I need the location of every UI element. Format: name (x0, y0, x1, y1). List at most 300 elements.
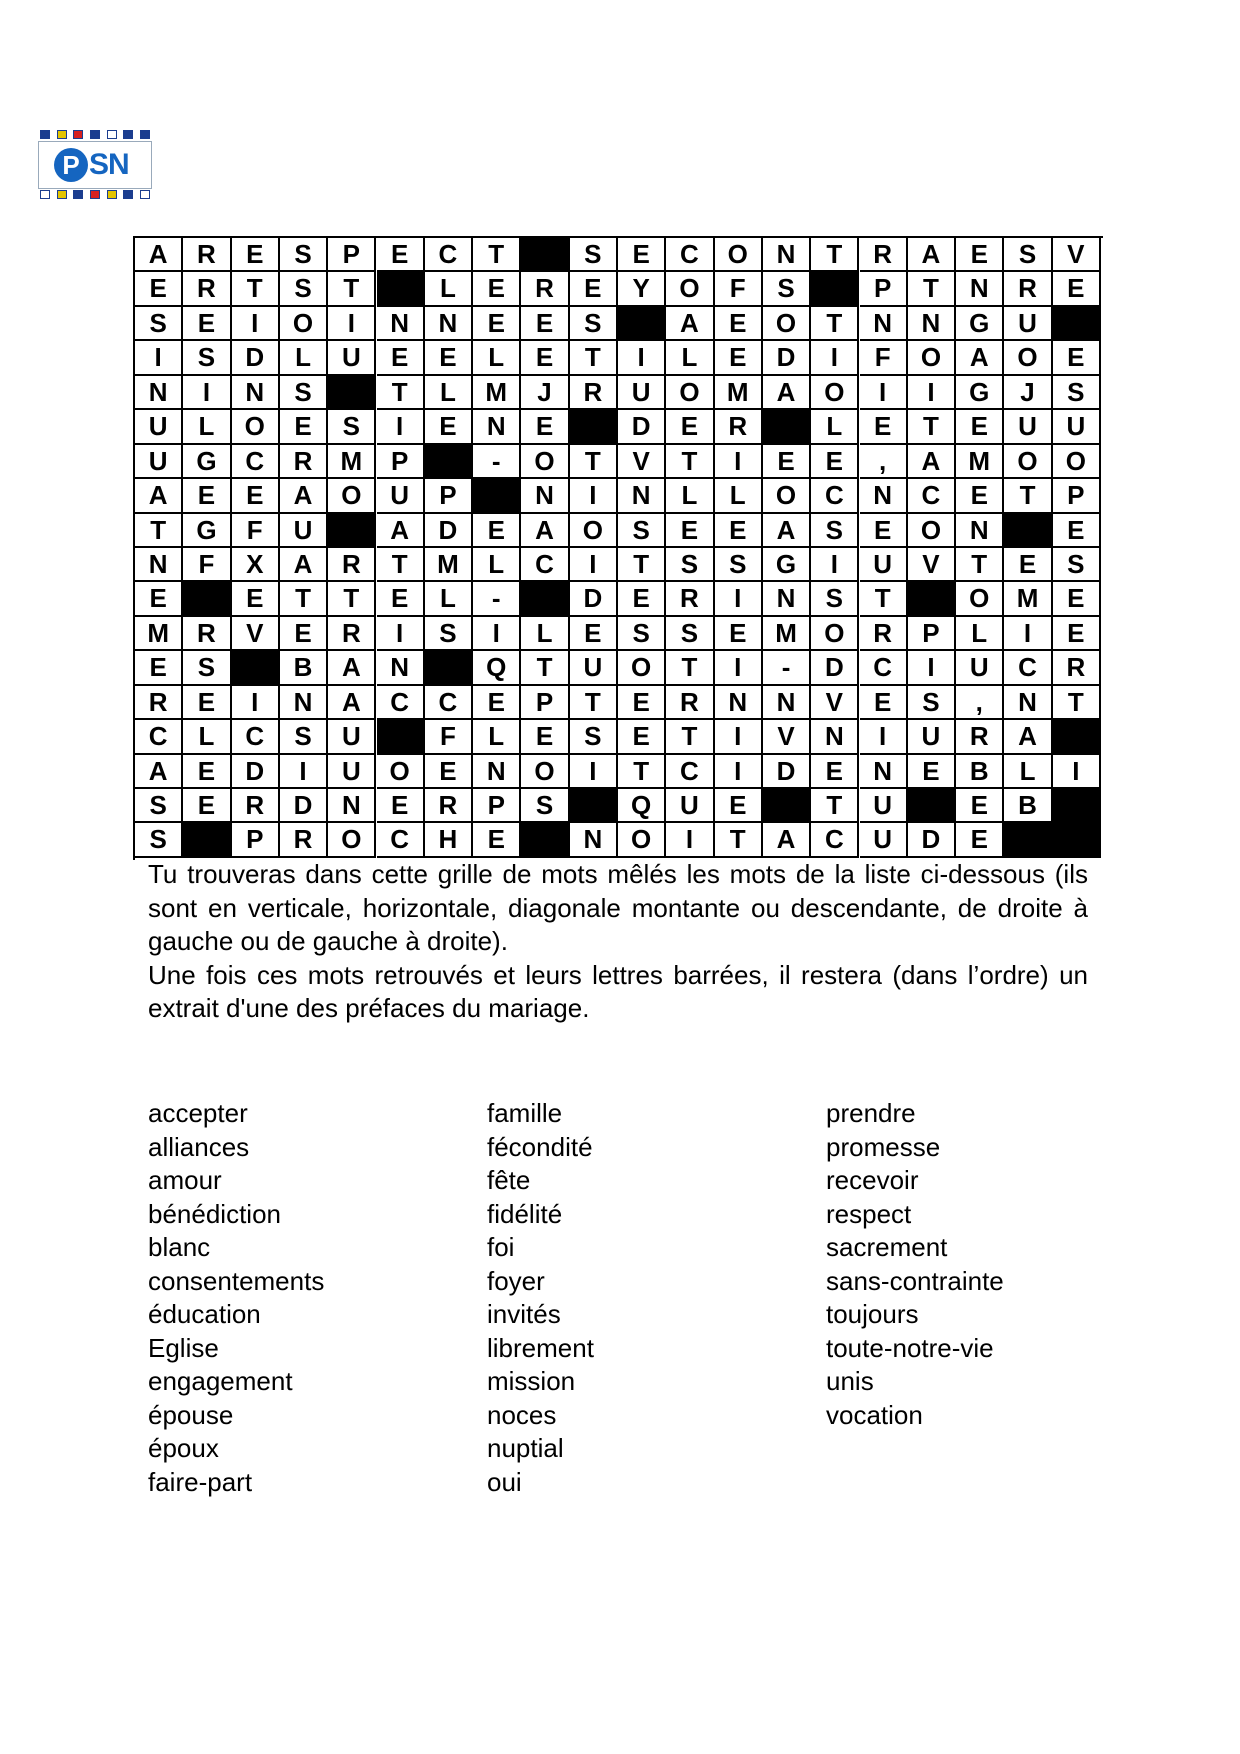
grid-letter: C (666, 755, 714, 789)
grid-letter: R (280, 445, 328, 479)
grid-block (232, 651, 280, 685)
logo-sn-text: SN (89, 148, 129, 181)
word-list-item: respect (826, 1198, 912, 1229)
grid-letter: B (280, 651, 328, 685)
grid-block (377, 272, 425, 306)
grid-letter: U (377, 479, 425, 513)
grid-letter: E (618, 238, 666, 272)
grid-letter: - (763, 651, 811, 685)
grid-letter: S (183, 341, 231, 375)
signal-flags-bottom (40, 190, 150, 200)
grid-block (618, 307, 666, 341)
grid-letter: E (956, 479, 1004, 513)
grid-letter: T (618, 548, 666, 582)
grid-letter: T (666, 445, 714, 479)
grid-block (1053, 307, 1101, 341)
grid-letter: N (473, 410, 521, 444)
grid-letter: O (908, 341, 956, 375)
grid-letter: S (135, 823, 183, 857)
grid-letter: R (521, 272, 569, 306)
grid-letter: N (860, 755, 908, 789)
grid-letter: L (425, 376, 473, 410)
grid-letter: L (183, 720, 231, 754)
word-list-column-3 (826, 1097, 1004, 1432)
grid-letter: E (1053, 272, 1101, 306)
grid-letter: S (570, 238, 618, 272)
grid-letter: T (377, 376, 425, 410)
grid-letter: E (570, 272, 618, 306)
grid-letter: E (521, 307, 569, 341)
grid-block (473, 479, 521, 513)
grid-letter: S (570, 720, 618, 754)
grid-letter: N (521, 479, 569, 513)
grid-letter: S (183, 651, 231, 685)
grid-letter: A (763, 376, 811, 410)
grid-letter: C (1004, 651, 1052, 685)
grid-letter: R (425, 789, 473, 823)
grid-letter: U (1053, 410, 1101, 444)
grid-letter: E (473, 272, 521, 306)
signal-flag-icon (40, 190, 50, 199)
word-list-item: unis (826, 1366, 874, 1396)
grid-letter: N (232, 376, 280, 410)
grid-letter: I (715, 582, 763, 616)
grid-letter: N (328, 789, 376, 823)
grid-letter: S (1004, 238, 1052, 272)
grid-letter: I (232, 686, 280, 720)
word-list-item: librement (487, 1332, 594, 1363)
grid-letter: P (860, 272, 908, 306)
grid-letter: P (1053, 479, 1101, 513)
word-list-item: bénédiction (148, 1198, 281, 1229)
grid-letter: E (956, 410, 1004, 444)
grid-letter: R (183, 617, 231, 651)
grid-letter: U (666, 789, 714, 823)
grid-block (521, 238, 569, 272)
grid-letter: I (570, 548, 618, 582)
grid-block (425, 651, 473, 685)
grid-letter: M (425, 548, 473, 582)
grid-letter: E (377, 341, 425, 375)
grid-letter: U (860, 789, 908, 823)
grid-letter: O (956, 582, 1004, 616)
grid-letter: U (328, 341, 376, 375)
grid-letter: L (666, 479, 714, 513)
grid-letter: , (956, 686, 1004, 720)
grid-letter: S (666, 548, 714, 582)
grid-letter: R (860, 238, 908, 272)
grid-letter: M (763, 617, 811, 651)
word-list-item: toute-notre-vie (826, 1332, 994, 1363)
grid-letter: A (521, 514, 569, 548)
grid-block (183, 823, 231, 857)
grid-letter: E (280, 410, 328, 444)
grid-letter: M (715, 376, 763, 410)
instructions (148, 858, 1088, 1026)
grid-letter: A (328, 686, 376, 720)
psn-logo (38, 130, 152, 200)
grid-letter: I (377, 410, 425, 444)
grid-letter: T (521, 651, 569, 685)
grid-letter: L (521, 617, 569, 651)
word-list-item: foyer (487, 1265, 545, 1296)
grid-letter: I (377, 617, 425, 651)
grid-block (1053, 789, 1101, 823)
grid-block (1053, 823, 1101, 857)
grid-letter: M (956, 445, 1004, 479)
grid-block (328, 376, 376, 410)
grid-letter: S (666, 617, 714, 651)
grid-letter: N (1004, 686, 1052, 720)
grid-letter: C (232, 445, 280, 479)
grid-letter: U (328, 755, 376, 789)
grid-letter: I (908, 376, 956, 410)
grid-letter: T (666, 720, 714, 754)
grid-letter: T (715, 823, 763, 857)
grid-letter: E (183, 686, 231, 720)
word-list-item: fête (487, 1165, 531, 1195)
word-list-column-1 (148, 1097, 324, 1499)
grid-letter: N (473, 755, 521, 789)
signal-flag-icon (123, 130, 133, 139)
grid-letter: E (715, 789, 763, 823)
grid-letter: O (377, 755, 425, 789)
grid-letter: O (715, 238, 763, 272)
grid-letter: D (763, 341, 811, 375)
grid-letter: E (425, 410, 473, 444)
grid-letter: I (570, 479, 618, 513)
grid-letter: E (135, 582, 183, 616)
grid-letter: V (908, 548, 956, 582)
grid-letter: I (715, 720, 763, 754)
grid-letter: O (570, 514, 618, 548)
grid-letter: R (1004, 272, 1052, 306)
grid-letter: O (666, 272, 714, 306)
grid-letter: I (1053, 755, 1101, 789)
grid-letter: V (763, 720, 811, 754)
grid-letter: G (763, 548, 811, 582)
grid-letter: M (473, 376, 521, 410)
grid-letter: C (521, 548, 569, 582)
grid-letter: O (908, 514, 956, 548)
grid-letter: P (232, 823, 280, 857)
word-list-item: foi (487, 1232, 515, 1262)
grid-letter: R (232, 789, 280, 823)
grid-letter: F (425, 720, 473, 754)
grid-letter: U (280, 514, 328, 548)
grid-letter: C (232, 720, 280, 754)
grid-letter: C (425, 238, 473, 272)
grid-letter: I (715, 651, 763, 685)
signal-flag-icon (140, 130, 150, 139)
grid-letter: N (763, 582, 811, 616)
grid-letter: E (1004, 548, 1052, 582)
grid-letter: L (956, 617, 1004, 651)
grid-letter: E (521, 341, 569, 375)
grid-letter: D (232, 341, 280, 375)
grid-letter: E (232, 582, 280, 616)
word-list-item: blanc (148, 1232, 211, 1262)
grid-letter: T (811, 238, 859, 272)
word-list-item: recevoir (826, 1165, 919, 1195)
word-list-item: promesse (826, 1131, 941, 1162)
grid-letter: E (473, 686, 521, 720)
grid-letter: O (1053, 445, 1101, 479)
grid-letter: M (328, 445, 376, 479)
grid-letter: N (377, 651, 425, 685)
grid-letter: L (715, 479, 763, 513)
word-list-item: sacrement (826, 1232, 948, 1262)
grid-letter: E (666, 410, 714, 444)
grid-block (1053, 720, 1101, 754)
word-list-item: mission (487, 1366, 576, 1396)
grid-letter: E (860, 410, 908, 444)
grid-letter: N (860, 307, 908, 341)
grid-letter: O (763, 307, 811, 341)
grid-letter: O (618, 823, 666, 857)
grid-block (328, 514, 376, 548)
grid-letter: E (618, 686, 666, 720)
grid-letter: G (183, 445, 231, 479)
grid-block (1004, 823, 1052, 857)
grid-letter: S (908, 686, 956, 720)
grid-letter: S (135, 789, 183, 823)
grid-letter: S (280, 376, 328, 410)
grid-letter: T (570, 686, 618, 720)
grid-letter: R (328, 617, 376, 651)
grid-letter: I (715, 755, 763, 789)
word-list-item: nuptial (487, 1433, 564, 1463)
grid-letter: U (135, 445, 183, 479)
grid-letter: A (328, 651, 376, 685)
grid-letter: I (232, 307, 280, 341)
grid-letter: E (715, 341, 763, 375)
grid-letter: A (908, 445, 956, 479)
grid-letter: I (135, 341, 183, 375)
grid-letter: A (280, 548, 328, 582)
word-list-item: vocation (826, 1399, 923, 1430)
grid-letter: C (377, 686, 425, 720)
grid-letter: E (473, 823, 521, 857)
grid-letter: T (811, 307, 859, 341)
word-list-item: alliances (148, 1131, 250, 1162)
grid-letter: N (956, 272, 1004, 306)
grid-letter: L (280, 341, 328, 375)
grid-letter: P (377, 445, 425, 479)
grid-letter: E (232, 479, 280, 513)
grid-letter: C (666, 238, 714, 272)
grid-block (763, 789, 811, 823)
instructions-paragraph-2: Une fois ces mots retrouvés et leurs lettres barrées, il restera (dans l’ordre) un extrait d'une des préfaces du mariage. (148, 959, 1088, 1023)
grid-letter: T (908, 272, 956, 306)
word-list-item: Eglise (148, 1332, 219, 1363)
grid-letter: T (1053, 686, 1101, 720)
grid-letter: D (811, 651, 859, 685)
grid-letter: O (1004, 341, 1052, 375)
grid-letter: L (425, 272, 473, 306)
grid-letter: S (715, 548, 763, 582)
grid-letter: I (860, 376, 908, 410)
grid-letter: S (618, 617, 666, 651)
grid-letter: H (425, 823, 473, 857)
grid-letter: - (473, 445, 521, 479)
grid-letter: P (328, 238, 376, 272)
grid-letter: T (570, 341, 618, 375)
grid-letter: A (1004, 720, 1052, 754)
grid-letter: N (908, 307, 956, 341)
grid-letter: S (280, 720, 328, 754)
signal-flag-icon (107, 130, 117, 139)
grid-letter: C (377, 823, 425, 857)
grid-letter: U (956, 651, 1004, 685)
grid-letter: N (860, 479, 908, 513)
grid-letter: V (811, 686, 859, 720)
grid-letter: U (860, 823, 908, 857)
grid-letter: T (328, 582, 376, 616)
grid-letter: I (183, 376, 231, 410)
grid-letter: U (135, 410, 183, 444)
grid-letter: L (473, 341, 521, 375)
grid-letter: U (860, 548, 908, 582)
grid-letter: T (135, 514, 183, 548)
grid-letter: I (570, 755, 618, 789)
grid-letter: P (908, 617, 956, 651)
grid-letter: T (1004, 479, 1052, 513)
grid-letter: E (1053, 341, 1101, 375)
grid-letter: S (811, 582, 859, 616)
grid-letter: R (183, 272, 231, 306)
grid-letter: U (1004, 307, 1052, 341)
grid-letter: T (956, 548, 1004, 582)
grid-letter: I (715, 445, 763, 479)
grid-letter: G (956, 376, 1004, 410)
grid-letter: P (521, 686, 569, 720)
grid-letter: R (860, 617, 908, 651)
grid-letter: L (811, 410, 859, 444)
grid-letter: Q (473, 651, 521, 685)
grid-letter: I (908, 651, 956, 685)
grid-letter: N (135, 548, 183, 582)
grid-letter: N (715, 686, 763, 720)
signal-flag-icon (40, 130, 50, 139)
grid-letter: F (715, 272, 763, 306)
grid-letter: N (280, 686, 328, 720)
grid-letter: T (473, 238, 521, 272)
signal-flag-icon (57, 130, 67, 139)
grid-letter: C (908, 479, 956, 513)
grid-letter: V (1053, 238, 1101, 272)
signal-flag-icon (123, 190, 133, 199)
grid-letter: I (280, 755, 328, 789)
word-search-grid (135, 238, 1101, 858)
word-list-item: invités (487, 1299, 561, 1329)
grid-letter: R (135, 686, 183, 720)
grid-letter: E (183, 789, 231, 823)
grid-letter: E (811, 755, 859, 789)
grid-letter: O (521, 755, 569, 789)
grid-letter: M (1004, 582, 1052, 616)
grid-letter: E (183, 307, 231, 341)
grid-letter: P (425, 479, 473, 513)
signal-flag-icon (90, 130, 100, 139)
grid-letter: T (811, 789, 859, 823)
grid-letter: N (618, 479, 666, 513)
word-list-item: faire-part (148, 1466, 253, 1497)
grid-block (425, 445, 473, 479)
grid-letter: E (377, 582, 425, 616)
grid-letter: O (618, 651, 666, 685)
grid-letter: R (666, 686, 714, 720)
grid-letter: E (521, 720, 569, 754)
grid-letter: T (377, 548, 425, 582)
word-list-item: fidélité (487, 1198, 563, 1229)
grid-letter: A (956, 341, 1004, 375)
grid-letter: E (135, 272, 183, 306)
grid-letter: S (280, 272, 328, 306)
grid-letter: T (232, 272, 280, 306)
word-list-item: épouse (148, 1399, 234, 1430)
grid-letter: T (666, 651, 714, 685)
word-list-item: accepter (148, 1098, 248, 1128)
word-list-item: famille (487, 1098, 563, 1128)
grid-letter: T (570, 445, 618, 479)
grid-letter: L (1004, 755, 1052, 789)
grid-letter: A (763, 514, 811, 548)
grid-letter: O (1004, 445, 1052, 479)
grid-letter: G (956, 307, 1004, 341)
grid-block (521, 823, 569, 857)
word-list-item: engagement (148, 1366, 293, 1396)
grid-letter: O (328, 823, 376, 857)
grid-letter: E (232, 238, 280, 272)
grid-letter: E (183, 755, 231, 789)
grid-letter: E (763, 445, 811, 479)
grid-letter: E (956, 238, 1004, 272)
grid-letter: T (860, 582, 908, 616)
grid-letter: N (570, 823, 618, 857)
grid-letter: , (860, 445, 908, 479)
word-list-item: prendre (826, 1098, 916, 1128)
grid-letter: G (183, 514, 231, 548)
grid-letter: E (425, 341, 473, 375)
grid-letter: N (135, 376, 183, 410)
grid-letter: L (473, 548, 521, 582)
grid-letter: U (618, 376, 666, 410)
grid-letter: N (425, 307, 473, 341)
logo-box (38, 141, 152, 189)
grid-letter: A (135, 479, 183, 513)
word-list-item: toujours (826, 1299, 919, 1329)
word-list-item: fécondité (487, 1131, 593, 1162)
grid-letter: N (377, 307, 425, 341)
grid-letter: L (473, 720, 521, 754)
grid-block (811, 272, 859, 306)
grid-letter: L (666, 341, 714, 375)
grid-letter: E (183, 479, 231, 513)
grid-letter: S (1053, 376, 1101, 410)
grid-letter: P (473, 789, 521, 823)
grid-letter: R (715, 410, 763, 444)
signal-flag-icon (140, 190, 150, 199)
word-list-item: éducation (148, 1299, 261, 1329)
grid-letter: O (521, 445, 569, 479)
signal-flag-icon (57, 190, 67, 199)
grid-letter: A (280, 479, 328, 513)
grid-letter: D (280, 789, 328, 823)
grid-block (1004, 514, 1052, 548)
word-list-item: noces (487, 1399, 557, 1430)
grid-letter: V (618, 445, 666, 479)
